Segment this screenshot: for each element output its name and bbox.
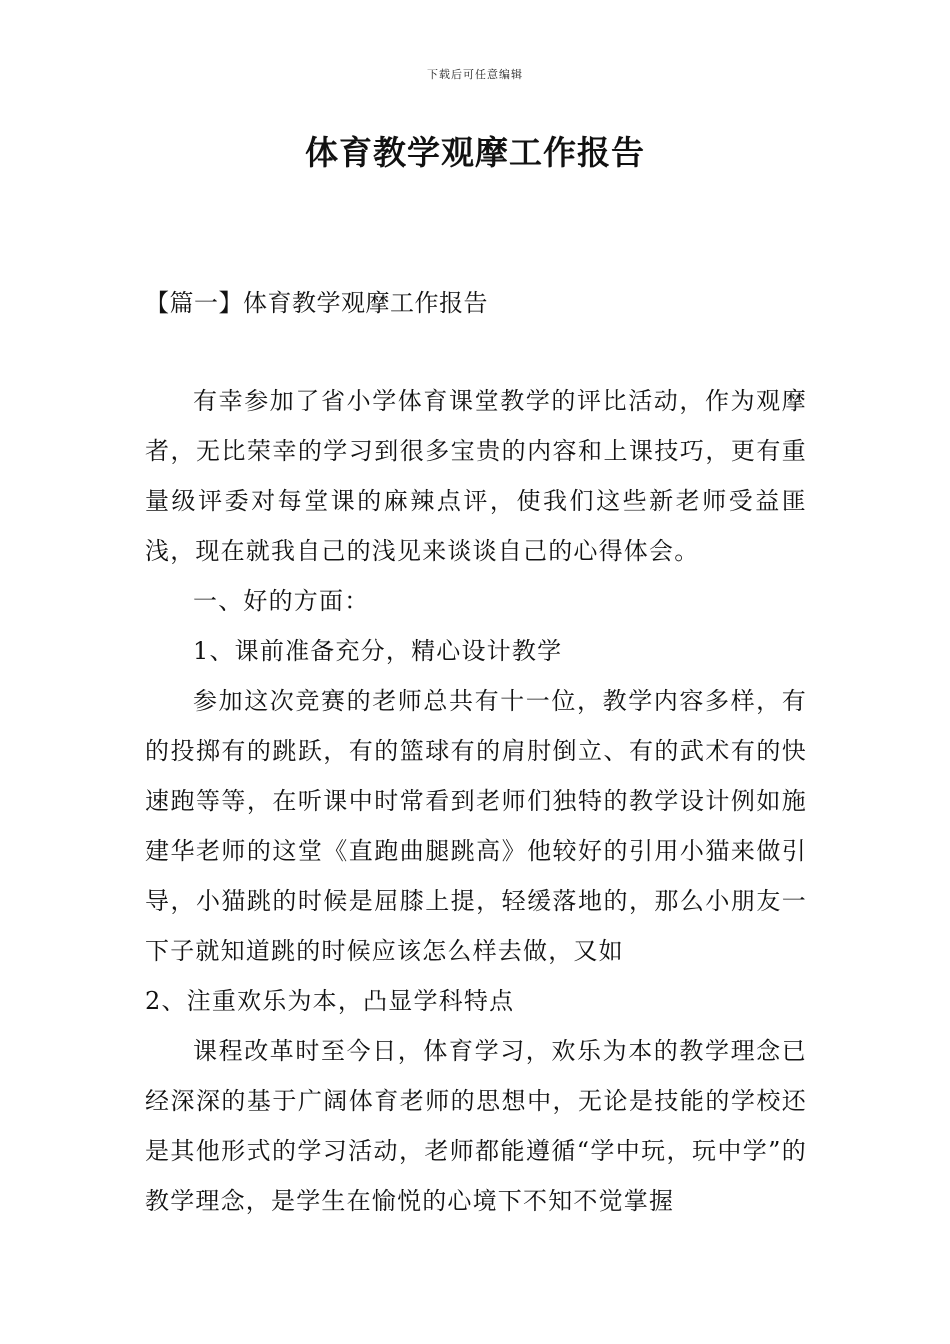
document-title: 体育教学观摩工作报告 (305, 133, 645, 172)
paragraph: 有幸参加了省小学体育课堂教学的评比活动，作为观摩者，无比荣幸的学习到很多宝贵的内容和上课技巧，更有重量级评委对每堂课的麻辣点评，使我们这些新老师受益匪浅，现在就我自己的浅见来谈谈自己的心得体会。 (145, 387, 807, 565)
paragraph: 参加这次竞赛的老师总共有十一位，教学内容多样，有的投掷有的跳跃，有的篮球有的肩肘倒立、有的武术有的快速跑等等，在听课中时常看到老师们独特的教学设计例如施建华老师的这堂《直跑曲腿跳高》他较好的引用小猫来做引导，小猫跳的时候是屈膝上提，轻缓落地的，那么小朋友一下子就知道跳的时候应该怎么样去做，又如 (145, 687, 807, 965)
paragraph: 一、好的方面： (193, 587, 370, 615)
body-text (145, 376, 807, 1226)
section-heading: 【篇一】体育教学观摩工作报告 (145, 289, 488, 317)
header-note: 下载后可任意编辑 (427, 68, 523, 81)
paragraph: 2、注重欢乐为本，凸显学科特点 (145, 987, 515, 1015)
paragraph: 1、课前准备充分，精心设计教学 (193, 637, 563, 665)
paragraph: 课程改革时至今日，体育学习，欢乐为本的教学理念已经深深的基于广阔体育老师的思想中，无论是技能的学校还是其他形式的学习活动，老师都能遵循“学中玩，玩中学”的教学理念，是学生在愉悦的心境下不知不觉掌握 (145, 1037, 807, 1215)
